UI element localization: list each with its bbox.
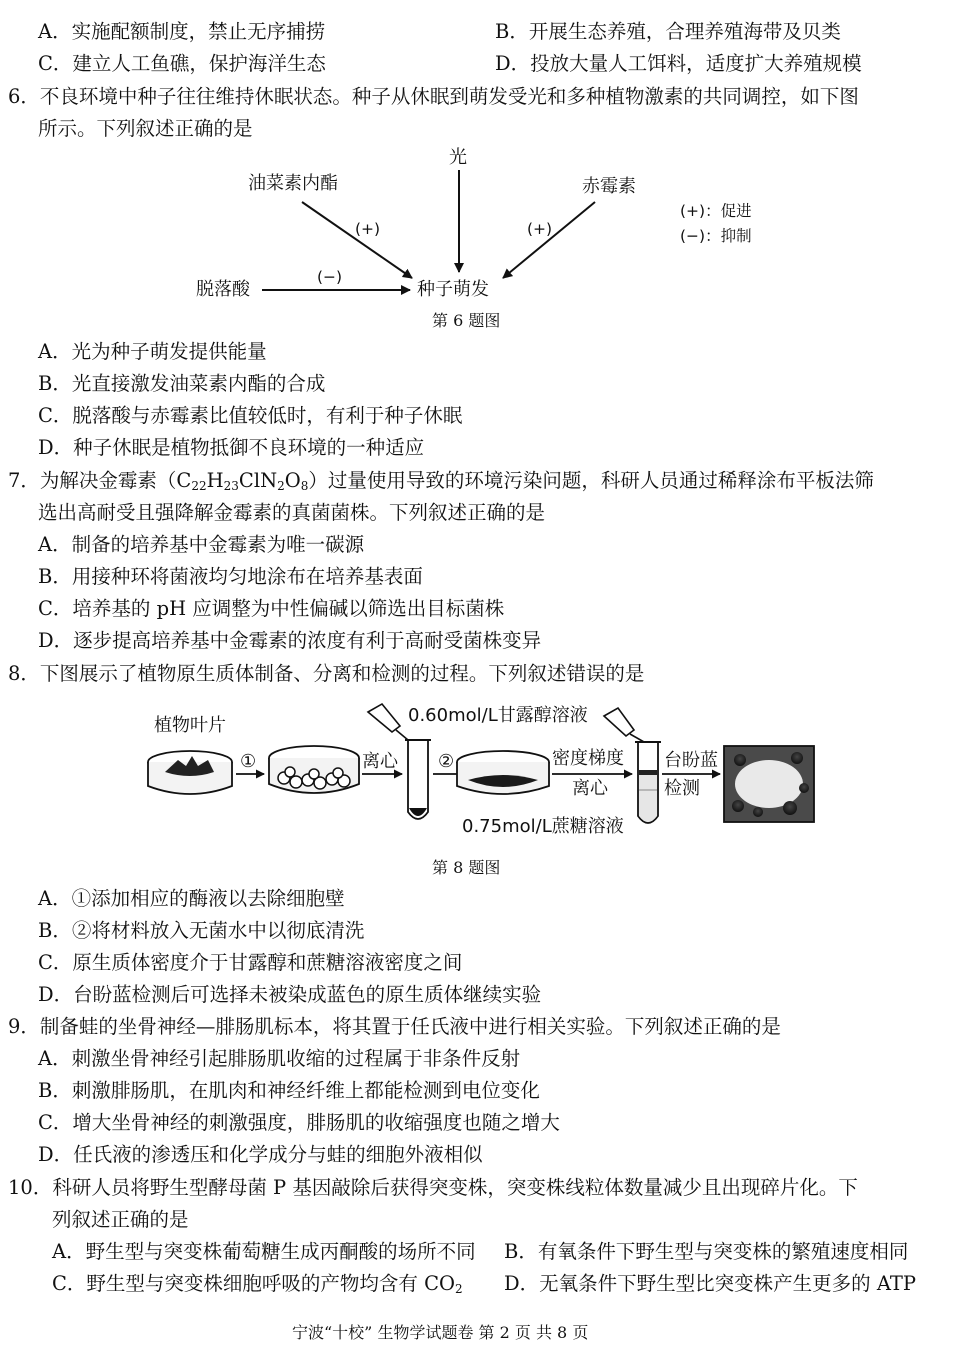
light-label: 光 [449,147,467,168]
q8-option-a: A．①添加相应的酶液以去除细胞壁 [38,887,345,910]
q7-stem-line1: 7．为解决金霉素$(C_{22}H_{23}ClN_2O_8)$过量使用导致的环境污染问题，科研人员通过稀释涂布平板法筛 [8,469,874,493]
sucrose-label: 0.75mol/L蔗糖溶液 [462,816,624,837]
gibberellin-label: 赤霉素 [582,176,636,197]
q10-stem-line1: 10．科研人员将野生型酵母菌 P 基因敲除后获得突变株，突变株线粒体数量减少且出现碎片化。下 [8,1176,858,1199]
q10-option-c: C．野生型与突变株细胞呼吸的产物均含有 $CO_2$ [52,1272,463,1296]
q7-option-c: C．培养基的 pH 应调整为中性偏碱以筛选出目标菌株 [38,597,505,620]
centrifuge-tube-1 [405,740,431,819]
q5-option-b: B．开展生态养殖，合理养殖海带及贝类 [495,20,841,43]
q5-option-a: A．实施配额制度，禁止无序捕捞 [38,20,326,43]
q6-option-b: B．光直接激发油菜素内酯的合成 [38,372,326,395]
q9-option-b: B．刺激腓肠肌，在肌肉和神经纤维上都能检测到电位变化 [38,1079,540,1102]
q10-stem-line2: 列叙述正确的是 [52,1208,189,1231]
legend-inhibit: (−)：抑制 [680,227,752,245]
q10-option-a: A．野生型与突变株葡萄糖生成丙酮酸的场所不同 [52,1240,476,1263]
dish-with-leaf [148,751,232,794]
promote-sign-2: (+) [527,220,553,238]
q7-option-a: A．制备的培养基中金霉素为唯一碳源 [38,533,365,556]
leaf-label: 植物叶片 [154,715,226,736]
q9-option-a: A．刺激坐骨神经引起腓肠肌收缩的过程属于非条件反射 [38,1047,521,1070]
q6-option-a: A．光为种子萌发提供能量 [38,340,267,363]
gradient-label-1: 密度梯度 [552,748,624,769]
q6-stem-line1: 6．不良环境中种子往往维持休眠状态。种子从休眠到萌发受光和多种植物激素的共同调控，如下图 [8,85,859,108]
q7-option-b: B．用接种环将菌液均匀地涂布在培养基表面 [38,565,423,588]
q6-figure-caption: 第 6 题图 [432,311,501,330]
q10-option-d: D．无氧条件下野生型比突变株产生更多的 ATP [504,1272,916,1295]
microscope-view [724,746,814,822]
trypan-label-2: 检测 [664,778,700,799]
q10-option-b: B．有氧条件下野生型与突变株的繁殖速度相同 [504,1240,909,1263]
q9-stem: 9．制备蛙的坐骨神经—腓肠肌标本，将其置于任氏液中进行相关实验。下列叙述正确的是 [8,1015,781,1038]
gradient-label-2: 离心 [572,778,608,799]
q6-stem-line2: 所示。下列叙述正确的是 [38,117,253,140]
q5-option-c: C．建立人工鱼礁，保护海洋生态 [38,52,326,75]
q8-figure-caption: 第 8 题图 [432,858,501,877]
dish-with-cells [269,746,359,793]
q7-stem-line2: 选出高耐受且强降解金霉素的真菌菌株。下列叙述正确的是 [38,501,546,524]
q9-option-d: D．任氏液的渗透压和化学成分与蛙的细胞外液相似 [38,1143,483,1166]
legend-promote: (+)：促进 [680,202,752,220]
q9-option-c: C．增大坐骨神经的刺激强度，腓肠肌的收缩强度也随之增大 [38,1111,560,1134]
q8-option-b: B．②将材料放入无菌水中以彻底清洗 [38,919,365,942]
pipette-1 [368,704,408,740]
inhibit-sign: (−) [317,268,343,286]
q8-option-d: D．台盼蓝检测后可选择未被染成蓝色的原生质体继续实验 [38,983,542,1006]
abscisic-acid-label: 脱落酸 [196,279,250,300]
q8-option-c: C．原生质体密度介于甘露醇和蔗糖溶液密度之间 [38,951,463,974]
step-1-label: ① [240,751,257,772]
mannitol-label: 0.60mol/L甘露醇溶液 [408,705,588,726]
q6-option-d: D．种子休眠是植物抵御不良环境的一种适应 [38,436,425,459]
centrifuge-label: 离心 [362,751,398,772]
step-2-label: ② [438,751,455,772]
pipette-2 [604,708,644,742]
page-footer: 宁波“十校” 生物学试题卷 第 2 页 共 8 页 [292,1323,589,1342]
q5-option-d: D．投放大量人工饵料，适度扩大养殖规模 [495,52,862,75]
q6-option-c: C．脱落酸与赤霉素比值较低时，有利于种子休眠 [38,404,463,427]
gradient-tube [635,742,661,823]
germination-label: 种子萌发 [417,279,489,300]
promote-sign-1: (+) [355,220,381,238]
brassinolide-label: 油菜素内酯 [248,173,338,194]
q8-stem: 8．下图展示了植物原生质体制备、分离和检测的过程。下列叙述错误的是 [8,662,645,685]
q7-option-d: D．逐步提高培养基中金霉素的浓度有利于高耐受菌株变异 [38,629,542,652]
trypan-label-1: 台盼蓝 [664,750,718,771]
dish-with-precipitate [457,751,549,794]
